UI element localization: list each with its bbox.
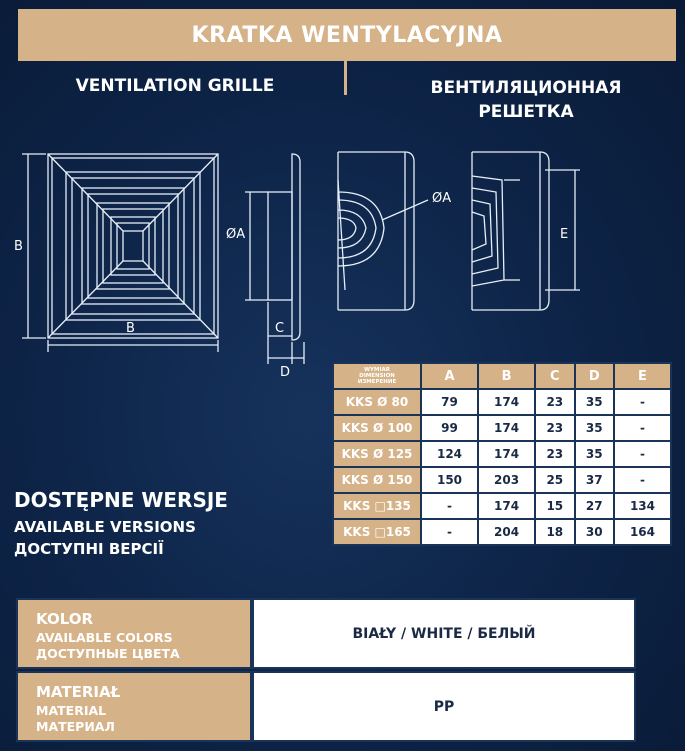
title-banner bbox=[18, 9, 676, 61]
color-key-pl: KOLOR bbox=[36, 610, 94, 628]
table-cell: 23 bbox=[535, 415, 574, 441]
label-d: D bbox=[280, 365, 291, 380]
table-cell: 164 bbox=[614, 519, 671, 545]
table-cell: 134 bbox=[614, 493, 671, 519]
spec-value-material: PP bbox=[252, 671, 636, 742]
corner-line-pl: WYMIAR bbox=[363, 367, 391, 373]
table-cell: 150 bbox=[421, 467, 478, 493]
label-a-angle: ØA bbox=[432, 191, 452, 206]
table-cell: 30 bbox=[575, 519, 614, 545]
table-cell: 23 bbox=[535, 441, 574, 467]
table-cell: - bbox=[421, 493, 478, 519]
table-row bbox=[333, 519, 671, 545]
table-cell: 18 bbox=[535, 519, 574, 545]
color-key-ru: ДОСТУПНЫЕ ЦВЕТА bbox=[36, 646, 180, 661]
column-header-c: C bbox=[535, 363, 574, 389]
table-cell: 23 bbox=[535, 389, 574, 415]
subtitle-russian-line1: ВЕНТИЛЯЦИОННАЯ bbox=[430, 78, 622, 98]
table-cell: 79 bbox=[421, 389, 478, 415]
table-cell: - bbox=[614, 389, 671, 415]
front-view-drawing bbox=[22, 154, 218, 352]
round-section-drawing bbox=[338, 152, 428, 310]
material-key-pl: MATERIAŁ bbox=[36, 683, 121, 701]
table-corner-header bbox=[333, 363, 421, 389]
label-e: E bbox=[560, 227, 569, 242]
versions-heading-en: AVAILABLE VERSIONS bbox=[14, 518, 196, 536]
table-row bbox=[333, 389, 671, 415]
table-cell: 35 bbox=[575, 441, 614, 467]
column-header-e: E bbox=[614, 363, 671, 389]
label-b-horizontal: B bbox=[126, 321, 135, 336]
row-model: KKS Ø 125 bbox=[333, 441, 421, 467]
table-row bbox=[333, 467, 671, 493]
table-cell: 27 bbox=[575, 493, 614, 519]
table-cell: 204 bbox=[478, 519, 535, 545]
row-model: KKS Ø 100 bbox=[333, 415, 421, 441]
page-title: KRATKA WENTYLACYJNA bbox=[191, 22, 503, 48]
subtitle-russian-line2: РЕШЕТКА bbox=[478, 102, 574, 122]
color-key-en: AVAILABLE COLORS bbox=[36, 630, 173, 645]
table-cell: 174 bbox=[478, 441, 535, 467]
row-model: KKS □135 bbox=[333, 493, 421, 519]
row-model: KKS Ø 150 bbox=[333, 467, 421, 493]
spec-row-color bbox=[16, 598, 636, 669]
row-model: KKS Ø 80 bbox=[333, 389, 421, 415]
corner-line-en: DIMENSION bbox=[359, 373, 395, 379]
table-cell: 174 bbox=[478, 389, 535, 415]
table-cell: - bbox=[421, 519, 478, 545]
column-header-a: A bbox=[421, 363, 478, 389]
table-cell: 35 bbox=[575, 415, 614, 441]
technical-drawing bbox=[0, 140, 685, 380]
header-divider bbox=[344, 61, 347, 95]
table-row bbox=[333, 493, 671, 519]
table-cell: 124 bbox=[421, 441, 478, 467]
table-cell: 174 bbox=[478, 493, 535, 519]
table-cell: 35 bbox=[575, 389, 614, 415]
label-c: C bbox=[275, 321, 285, 336]
spec-table bbox=[16, 598, 636, 744]
table-cell: 203 bbox=[478, 467, 535, 493]
label-b-vertical: B bbox=[14, 239, 23, 254]
table-cell: 25 bbox=[535, 467, 574, 493]
spec-key-material bbox=[16, 671, 252, 742]
table-row bbox=[333, 415, 671, 441]
subtitle-english: VENTILATION GRILLE bbox=[75, 76, 275, 96]
material-key-en: MATERIAL bbox=[36, 703, 107, 718]
column-header-b: B bbox=[478, 363, 535, 389]
corner-line-ru: ИЗМЕРЕНИЕ bbox=[357, 379, 397, 385]
material-key-ru: МАТЕРИАЛ bbox=[36, 719, 115, 734]
table-cell: - bbox=[614, 415, 671, 441]
spec-value-color: BIAŁY / WHITE / БЕЛЫЙ bbox=[252, 598, 636, 669]
available-versions bbox=[14, 488, 228, 558]
table-cell: - bbox=[614, 467, 671, 493]
table-cell: 99 bbox=[421, 415, 478, 441]
column-header-d: D bbox=[575, 363, 614, 389]
table-row bbox=[333, 441, 671, 467]
table-cell: - bbox=[614, 441, 671, 467]
spec-row-material bbox=[16, 671, 636, 742]
subtitle-russian bbox=[396, 76, 656, 124]
table-cell: 15 bbox=[535, 493, 574, 519]
row-model: KKS □165 bbox=[333, 519, 421, 545]
dimension-table bbox=[332, 362, 672, 546]
table-cell: 37 bbox=[575, 467, 614, 493]
versions-heading-pl: DOSTĘPNE WERSJE bbox=[14, 488, 228, 512]
versions-heading-ua: ДОСТУПНІ ВЕРСІЇ bbox=[14, 540, 164, 558]
spec-key-color bbox=[16, 598, 252, 669]
table-cell: 174 bbox=[478, 415, 535, 441]
label-a-side: ØA bbox=[226, 227, 246, 242]
table-header-row bbox=[333, 363, 671, 389]
